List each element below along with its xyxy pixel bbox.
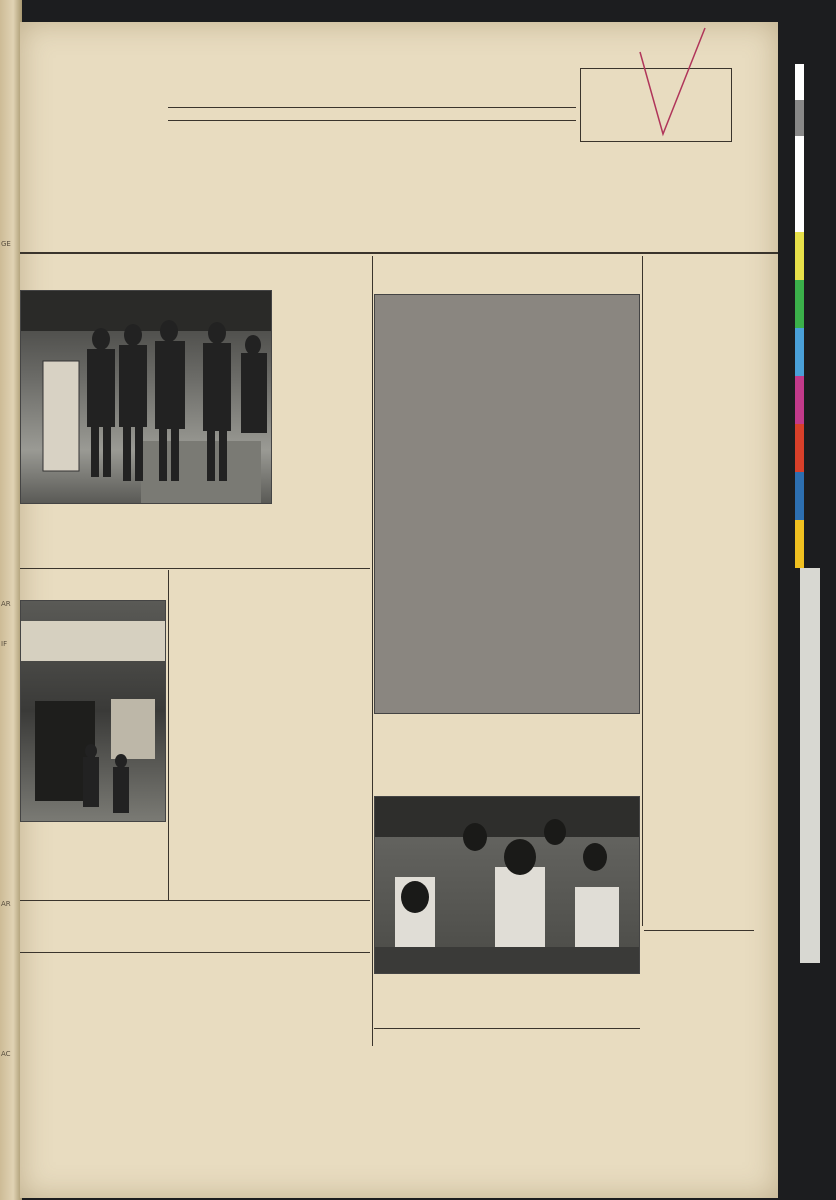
- barras-col-4c: [286, 1122, 368, 1176]
- crowd-photo-scene: [375, 295, 639, 713]
- barras-col-2: [110, 956, 192, 1194]
- rule: [168, 570, 169, 900]
- bakery-photo-scene: [21, 601, 165, 821]
- bofetadas-photo: [374, 796, 640, 974]
- masthead-rule-bottom: [168, 120, 576, 121]
- rule: [20, 952, 370, 953]
- barras-col-4b: [286, 1040, 368, 1110]
- rule: [644, 930, 754, 931]
- serena-body: [648, 372, 752, 928]
- barras-col-1: [22, 956, 104, 1136]
- red-check-mark: [635, 22, 715, 142]
- masthead-rule: [168, 107, 576, 108]
- severa-caption: [20, 506, 270, 562]
- barras-col-4: [286, 956, 368, 1026]
- industrias-body-2: [176, 690, 366, 896]
- section-rule: [20, 252, 778, 254]
- barras-col-3b: [198, 1062, 280, 1194]
- industrias-body-1: [176, 642, 366, 676]
- ruby-col-1: [376, 1118, 460, 1194]
- clausurada-photo: [20, 600, 166, 822]
- previous-page-edge: GE AR IF AR AC: [0, 0, 22, 1200]
- barras-col-3: [198, 956, 280, 1048]
- bofetadas-caption: [376, 976, 638, 1022]
- rule: [642, 256, 643, 926]
- boxer-photo-scene: [375, 797, 639, 973]
- clausuras-body: [276, 332, 368, 564]
- rule: [372, 256, 373, 1046]
- severa-photo-scene: [21, 291, 271, 503]
- weather-box: [22, 66, 160, 156]
- rule: [374, 1028, 640, 1029]
- severa-photo: [20, 290, 272, 504]
- ruby-col-3: [556, 1118, 640, 1174]
- serena-intro: [648, 258, 752, 368]
- front-page: [20, 22, 778, 1198]
- rule: [20, 568, 370, 569]
- scale-ruler: [800, 568, 820, 963]
- lucha-photo: [374, 294, 640, 714]
- lucha-caption: [376, 714, 638, 760]
- barras-col-1b: [22, 1158, 104, 1194]
- cuba-body: [648, 998, 752, 1194]
- ruby-col-2: [466, 1118, 550, 1194]
- clausurada-caption: [20, 824, 164, 892]
- rule: [20, 900, 370, 901]
